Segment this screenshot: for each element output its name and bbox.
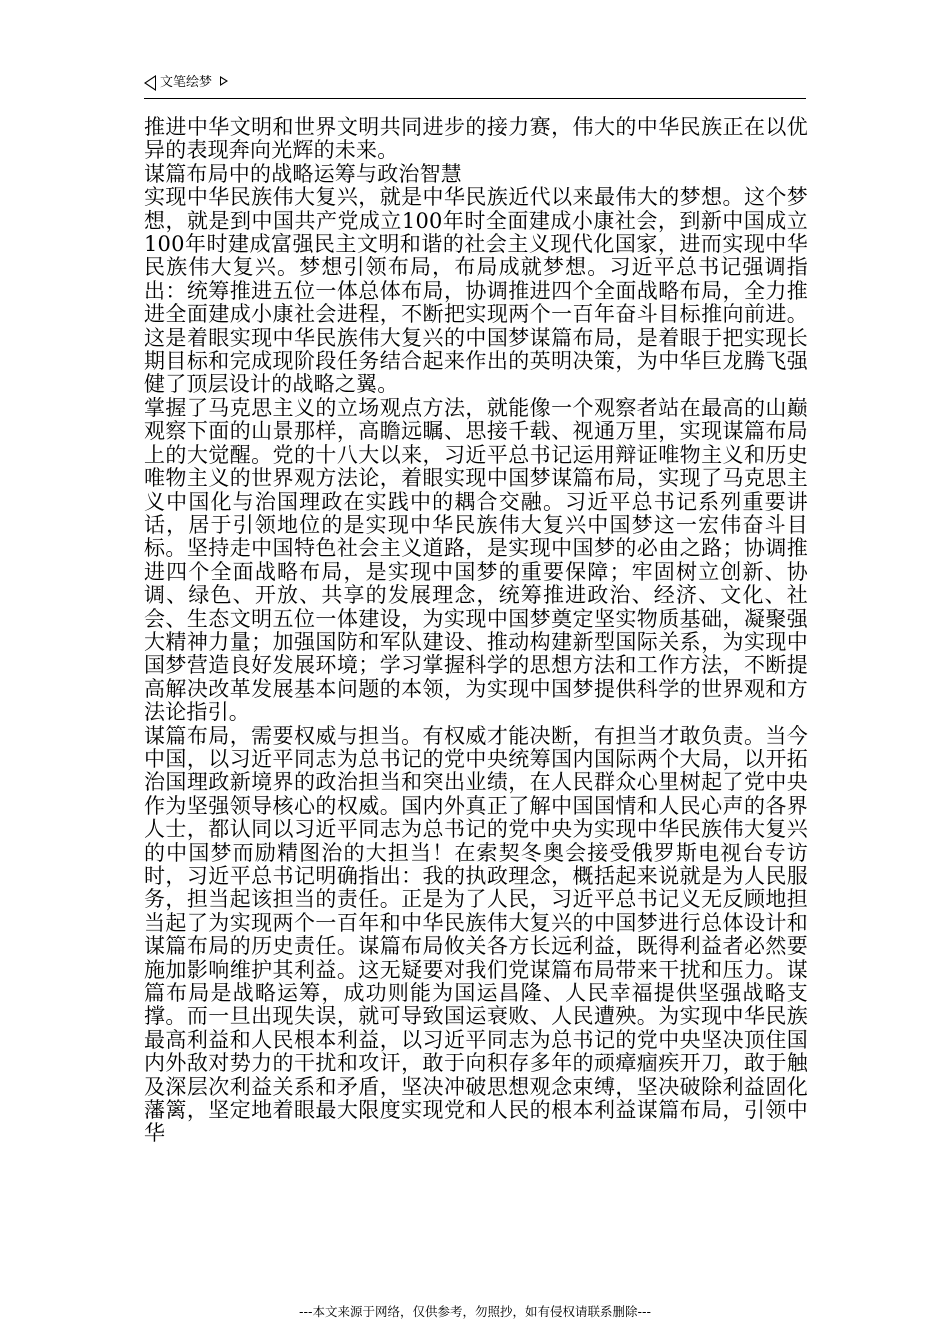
footer-disclaimer: ---本文来源于网络，仅供参考，勿照抄，如有侵权请联系删除--- bbox=[298, 1304, 652, 1319]
brand-name: 文笔绘梦 bbox=[160, 75, 213, 90]
triangle-left-icon bbox=[144, 75, 156, 91]
document-body bbox=[144, 116, 808, 1146]
header-brand bbox=[144, 74, 228, 92]
triangle-right-icon bbox=[220, 76, 228, 86]
paragraph: 谋篇布局，需要权威与担当。有权威才能决断，有担当才敢负责。当今中国，以习近平同志为总书记的党中央统筹国内国际两个大局，以开拓治国理政新境界的政治担当和突出业绩，在人民群众心里树起了党中央作为坚强领导核心的权威。国内外真正了解中国国情和人民心声的各界人士，都认同以习近平同志为总书记的党中央为实现中华民族伟大复兴的中国梦而励精图治的大担当！在索契冬奥会接受俄罗斯电视台专访时，习近平总书记明确指出：我的执政理念，概括起来说就是为人民服务，担当起该担当的责任。正是为了人民，习近平总书记义无反顾地担当起了为实现两个一百年和中华民族伟大复兴的中国梦进行总体设计和谋篇布局的历史责任。谋篇布局攸关各方长远利益，既得利益者必然要施加影响维护其利益。这无疑要对我们党谋篇布局带来干扰和压力。谋篇布局是战略运筹，成功则能为国运昌隆、人民幸福提供坚强战略支撑。而一旦出现失误，就可导致国运衰败、人民遭殃。为实现中华民族最高利益和人民根本利益，以习近平同志为总书记的党中央坚决顶住国内外敌对势力的干扰和攻讦，敢于向积存多年的顽瘴痼疾开刀，敢于触及深层次利益关系和矛盾，坚决冲破思想观念束缚，坚决破除利益固化藩篱，坚定地着眼最大限度实现党和人民的根本利益谋篇布局，引领中华 bbox=[144, 723, 808, 1146]
page-header bbox=[144, 72, 806, 99]
paragraph: 掌握了马克思主义的立场观点方法，就能像一个观察者站在最高的山巅观察下面的山景那样，高瞻远瞩、思接千载、视通万里，实现谋篇布局上的大觉醒。党的十八大以来，习近平总书记运用辩证唯物主义和历史唯物主义的世界观方法论，着眼实现中国梦谋篇布局，实现了马克思主义中国化与治国理政在实践中的耦合交融。习近平总书记系列重要讲话，居于引领地位的是实现中华民族伟大复兴中国梦这一宏伟奋斗目标。坚持走中国特色社会主义道路，是实现中国梦的必由之路；协调推进四个全面战略布局，是实现中国梦的重要保障；牢固树立创新、协调、绿色、开放、共享的发展理念，统筹推进政治、经济、文化、社会、生态文明五位一体建设，为实现中国梦奠定坚实物质基础，凝聚强大精神力量；加强国防和军队建设、推动构建新型国际关系，为实现中国梦营造良好发展环境；学习掌握科学的思想方法和工作方法，不断提高解决改革发展基本问题的本领，为实现中国梦提供科学的世界观和方法论指引。 bbox=[144, 395, 808, 725]
paragraph: 推进中华文明和世界文明共同进步的接力赛，伟大的中华民族正在以优异的表现奔向光辉的未来。 bbox=[144, 115, 808, 163]
paragraph: 实现中华民族伟大复兴，就是中华民族近代以来最伟大的梦想。这个梦想，就是到中国共产党成立100年时全面建成小康社会，到新中国成立100年时建成富强民主文明和谐的社会主义现代化国家，进而实现中华民族伟大复兴。梦想引领布局，布局成就梦想。习近平总书记强调指出：统筹推进五位一体总体布局，协调推进四个全面战略布局，全力推进全面建成小康社会进程，不断把实现两个一百年奋斗目标推向前进。这是着眼实现中华民族伟大复兴的中国梦谋篇布局，是着眼于把实现长期目标和完成现阶段任务结合起来作出的英明决策，为中华巨龙腾飞强健了顶层设计的战略之翼。 bbox=[144, 185, 808, 397]
section-heading: 谋篇布局中的战略运筹与政治智慧 bbox=[144, 161, 462, 186]
